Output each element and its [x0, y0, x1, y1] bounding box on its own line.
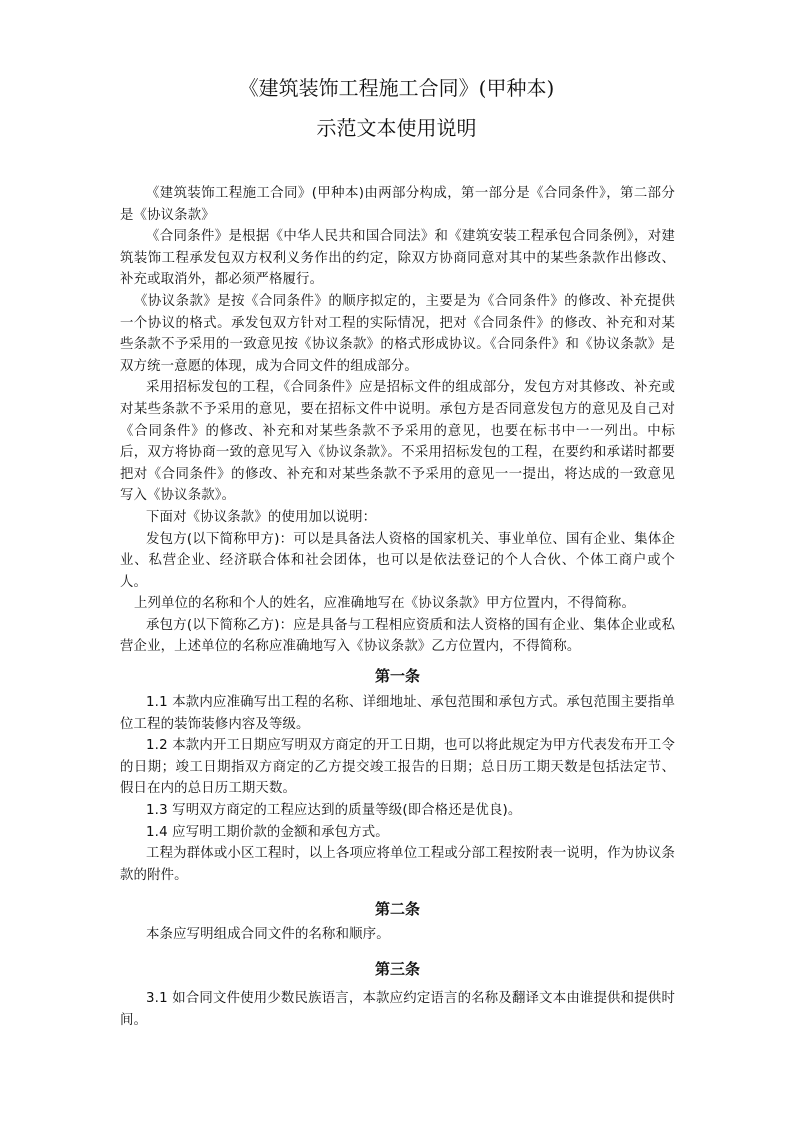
paragraph: 发包方(以下简称甲方)：可以是具备法人资格的国家机关、事业单位、国有企业、集体企业、私营企业、经济联合体和社会团体，也可以是依法登记的个人合伙、个体工商户或个人。	[120, 531, 675, 590]
paragraph: 《建筑装饰工程施工合同》(甲种本)由两部分构成，第一部分是《合同条件》，第二部分是《协议条款》	[120, 186, 675, 223]
paragraph: 工程为群体或小区工程时，以上各项应将单位工程或分部工程按附表一说明，作为协议条款的附件。	[120, 846, 675, 883]
paragraph: 1.2 本款内开工日期应写明双方商定的开工日期，也可以将此规定为甲方代表发布开工令的日期；竣工日期指双方商定的乙方提交竣工报告的日期；总日历工期天数是包括法定节、假日在内的总日历工期天数。	[120, 738, 675, 797]
document-title: 《建筑装饰工程施工合同》(甲种本)	[238, 76, 555, 100]
paragraph: 承包方(以下简称乙方)：应是具备与工程相应资质和法人资格的国有企业、集体企业或私营企业，上述单位的名称应准确地写入《协议条款》乙方位置内，不得简称。	[120, 617, 675, 655]
paragraph: 《协议条款》是按《合同条件》的顺序拟定的，主要是为《合同条件》的修改、补充提供一个协议的格式。承发包双方针对工程的实际情况，把对《合同条件》的修改、补充和对某些条款不予采用的一致意见按《协议条款》的格式形成协议。《合同条件》和《协议条款》是双方统一意愿的体现，成为合同文件的组成部分。	[120, 293, 675, 374]
article-3-heading: 第三条	[374, 960, 420, 978]
paragraph: 本条应写明组成合同文件的名称和顺序。	[146, 927, 390, 943]
paragraph: 采用招标发包的工程，《合同条件》应是招标文件的组成部分，发包方对其修改、补充或对某些条款不予采用的意见，要在招标文件中说明。承包方是否同意发包方的意见及自己对《合同条件》的修改、补充和对某些条款不予采用的意见，也要在标书中一一列出。中标后，双方将协商一致的意见写入《协议条款》。不采用招标发包的工程，在要约和承诺时都要把对《合同条件》的修改、补充和对某些条款不予采用的意见一一提出，将达成的一致意见写入《协议条款》。	[120, 380, 675, 504]
document-subtitle: 示范文本使用说明	[316, 116, 477, 140]
document-body	[120, 183, 675, 1031]
article-1-heading: 第一条	[374, 667, 420, 686]
paragraph: 上列单位的名称和个人的姓名，应准确地写在《协议条款》甲方位置内，不得简称。	[134, 596, 636, 612]
paragraph: 1.1 本款内应准确写出工程的名称、详细地址、承包范围和承包方式。承包范围主要指单位工程的装饰装修内容及等级。	[120, 695, 675, 732]
article-2-heading: 第二条	[374, 900, 420, 919]
paragraph: 《合同条件》是根据《中华人民共和国合同法》和《建筑安装工程承包合同条例》，对建筑装饰工程承发包双方权利义务作出的约定，除双方协商同意对其中的某些条款作出修改、补充或取消外，都必须严格履行。	[120, 229, 675, 288]
paragraph: 3.1 如合同文件使用少数民族语言，本款应约定语言的名称及翻译文本由谁提供和提供时间。	[120, 991, 675, 1028]
paragraph: 下面对《协议条款》的使用加以说明：	[146, 509, 377, 525]
paragraph: 1.3 写明双方商定的工程应达到的质量等级(即合格还是优良)。	[146, 803, 522, 819]
paragraph: 1.4 应写明工期价款的金额和承包方式。	[146, 824, 389, 840]
